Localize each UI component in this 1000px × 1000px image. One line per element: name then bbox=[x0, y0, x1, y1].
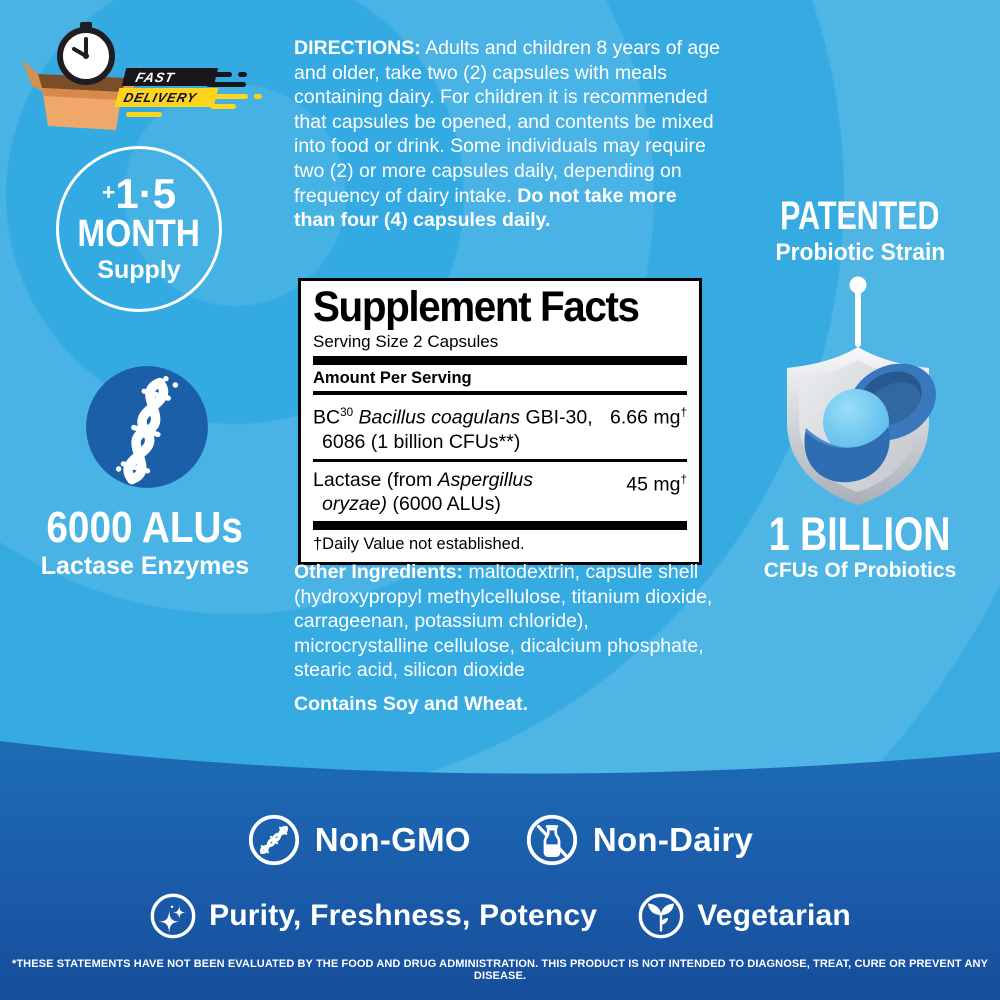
amount-value: 6.66 mg† bbox=[610, 406, 687, 429]
patented-subtitle: Probiotic Strain bbox=[775, 239, 945, 266]
dna-circle-icon bbox=[84, 364, 210, 495]
daily-value-footnote: †Daily Value not established. bbox=[313, 534, 525, 553]
purity-label: Purity, Freshness, Potency bbox=[209, 899, 598, 932]
speed-dash bbox=[254, 94, 262, 99]
supply-label: Supply bbox=[97, 255, 181, 284]
sparkles-icon bbox=[149, 892, 197, 940]
speed-dash bbox=[238, 72, 247, 77]
non-gmo-label: Non-GMO bbox=[314, 821, 471, 858]
fda-disclaimer: *THESE STATEMENTS HAVE NOT BEEN EVALUATED BY THE FOOD AND DRUG ADMINISTRATION. THIS PRODUCT IS NOT INTENDED TO DIAGNOSE, TREAT, CURE OR PREVENT ANY DISEASE. bbox=[11, 958, 989, 982]
amount-value: 45 mg† bbox=[626, 472, 687, 495]
patented-claim bbox=[735, 196, 985, 267]
delivery-stripe bbox=[115, 88, 219, 107]
supply-badge bbox=[56, 146, 222, 312]
badge-row-1 bbox=[0, 810, 1000, 870]
billion-title: 1 BILLION bbox=[769, 507, 951, 560]
fast-delivery-badge bbox=[18, 22, 338, 132]
speed-dash bbox=[214, 94, 248, 99]
patented-title: PATENTED bbox=[780, 194, 940, 238]
amount-per-serving-header: Amount Per Serving bbox=[313, 369, 472, 387]
serving-size: Serving Size 2 Capsules bbox=[313, 332, 499, 351]
ingredient-row-lactase: Lactase (from Aspergillus oryzae) (6000 ALUs) 45 mg† bbox=[313, 468, 687, 515]
directions-warning: Do not take more than four (4) capsules daily. bbox=[294, 184, 677, 232]
other-ingredients-text: Other Ingredients: maltodextrin, capsule shell (hydroxypropyl methylcellulose, titanium dioxide, carrageenan, potassium chloride), microcrystalline cellulose, dicalcium phosphate, stearic acid, silicon dioxide Contains Soy and Wheat. bbox=[294, 560, 722, 717]
speed-dash bbox=[210, 72, 232, 77]
allergen-statement: Contains Soy and Wheat. bbox=[294, 692, 529, 715]
divider-thick bbox=[313, 521, 687, 530]
other-ingredients-heading: Other Ingredients: bbox=[294, 561, 464, 583]
supply-value: +1·5 bbox=[101, 170, 177, 218]
speed-dash bbox=[126, 112, 162, 117]
directions-heading: DIRECTIONS: bbox=[294, 37, 421, 59]
badge-row-2 bbox=[0, 888, 1000, 944]
non-dairy-label: Non-Dairy bbox=[592, 821, 754, 858]
supplement-facts-panel bbox=[298, 278, 702, 565]
non-gmo-dna-icon bbox=[247, 813, 301, 867]
delivery-label: DELIVERY bbox=[122, 90, 199, 105]
fast-label: FAST bbox=[134, 69, 177, 85]
supply-unit: MONTH bbox=[77, 213, 201, 256]
divider-thick bbox=[313, 356, 687, 365]
lactase-label: Lactase Enzymes bbox=[40, 552, 250, 580]
billion-subtitle: CFUs Of Probiotics bbox=[763, 559, 957, 582]
supplement-facts-title: Supplement Facts bbox=[313, 283, 639, 331]
lactase-value: 6000 ALUs bbox=[46, 503, 244, 552]
lactase-badge bbox=[10, 503, 280, 583]
sprout-icon bbox=[637, 892, 685, 940]
directions-text: DIRECTIONS: Adults and children 8 years of age and older, take two (2) capsules with meals containing dairy. For children it is recommended that capsules be opened, and contents be mixed into food or drink. Some individuals may require two (2) or more capsules daily, depending on frequency of dairy intake. Do not take more than four (4) capsules daily. bbox=[294, 37, 720, 232]
fast-stripe bbox=[122, 68, 218, 86]
probiotic-shield-icon bbox=[740, 272, 980, 519]
billion-claim bbox=[730, 507, 990, 583]
speed-dash bbox=[206, 82, 246, 87]
speed-dash bbox=[210, 104, 236, 109]
vegetarian-label: Vegetarian bbox=[697, 899, 851, 932]
ingredient-row-bc30: BC$^{30}$ Bacillus coagulans GBI-30, 6086 (1 billion CFUs**) 6.66 mg† bbox=[313, 395, 687, 462]
supply-plus: + bbox=[101, 179, 116, 206]
non-dairy-milk-icon bbox=[525, 813, 579, 867]
